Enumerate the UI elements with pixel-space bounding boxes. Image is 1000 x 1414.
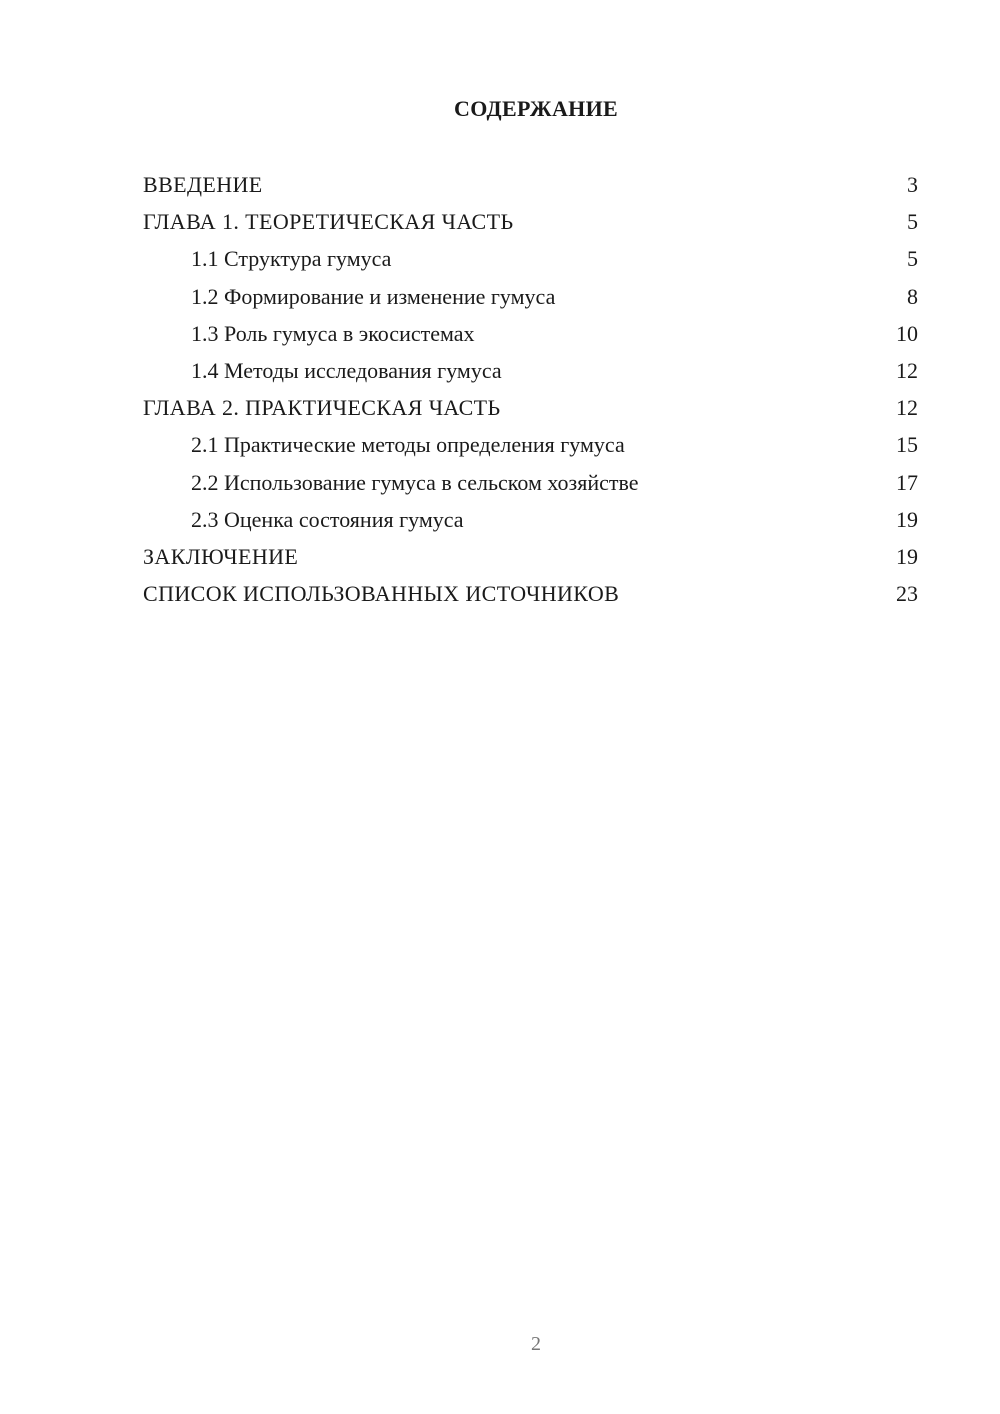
toc-entry-page: 19 [896,506,918,532]
toc-title: СОДЕРЖАНИЕ [454,96,618,121]
toc-entry[interactable] [143,538,918,575]
toc-entry-text: ВВЕДЕНИЕ [143,172,263,197]
toc-entry[interactable] [143,464,918,501]
toc-entry-page: 19 [896,543,918,569]
toc-entry-text: 1.2 Формирование и изменение гумуса [191,283,556,309]
toc-entry-page: 3 [907,172,918,197]
toc-entry-page: 10 [896,320,918,346]
toc-entry[interactable] [143,352,918,389]
toc-entry[interactable] [143,166,918,203]
page-number: 2 [531,1333,541,1355]
toc-entry[interactable] [143,426,918,463]
toc-entry[interactable] [143,240,918,277]
toc-entry-text: 2.2 Использование гумуса в сельском хозяйстве [191,469,639,495]
toc-entry-text: 1.4 Методы исследования гумуса [191,357,502,383]
toc-entry-page: 17 [896,469,918,495]
toc-entry-page: 15 [896,432,918,458]
toc-entry-text: 1.1 Структура гумуса [191,246,392,272]
toc-entry-text: СПИСОК ИСПОЛЬЗОВАННЫХ ИСТОЧНИКОВ [143,581,620,607]
toc-entry-text: ГЛАВА 2. ПРАКТИЧЕСКАЯ ЧАСТЬ [143,395,501,421]
toc-entry-text: ЗАКЛЮЧЕНИЕ [143,543,299,569]
toc-entry-text: 1.3 Роль гумуса в экосистемах [191,320,475,346]
toc-entry-text: 2.3 Оценка состояния гумуса [191,506,464,532]
toc-entry-text: ГЛАВА 1. ТЕОРЕТИЧЕСКАЯ ЧАСТЬ [143,209,514,235]
toc-entry[interactable] [143,315,918,352]
toc-entry-page: 23 [896,581,918,607]
toc-entry-page: 12 [896,357,918,383]
toc-entry[interactable] [143,501,918,538]
table-of-contents [143,166,918,612]
toc-entry-page: 8 [907,283,918,309]
toc-entry-page: 5 [907,246,918,272]
toc-entry[interactable] [143,575,918,612]
toc-entry-text: 2.1 Практические методы определения гумуса [191,432,625,458]
toc-entry[interactable] [143,389,918,426]
toc-entry-page: 5 [907,209,918,235]
toc-entry-page: 12 [896,395,918,421]
toc-entry[interactable] [143,278,918,315]
toc-entry[interactable] [143,203,918,240]
